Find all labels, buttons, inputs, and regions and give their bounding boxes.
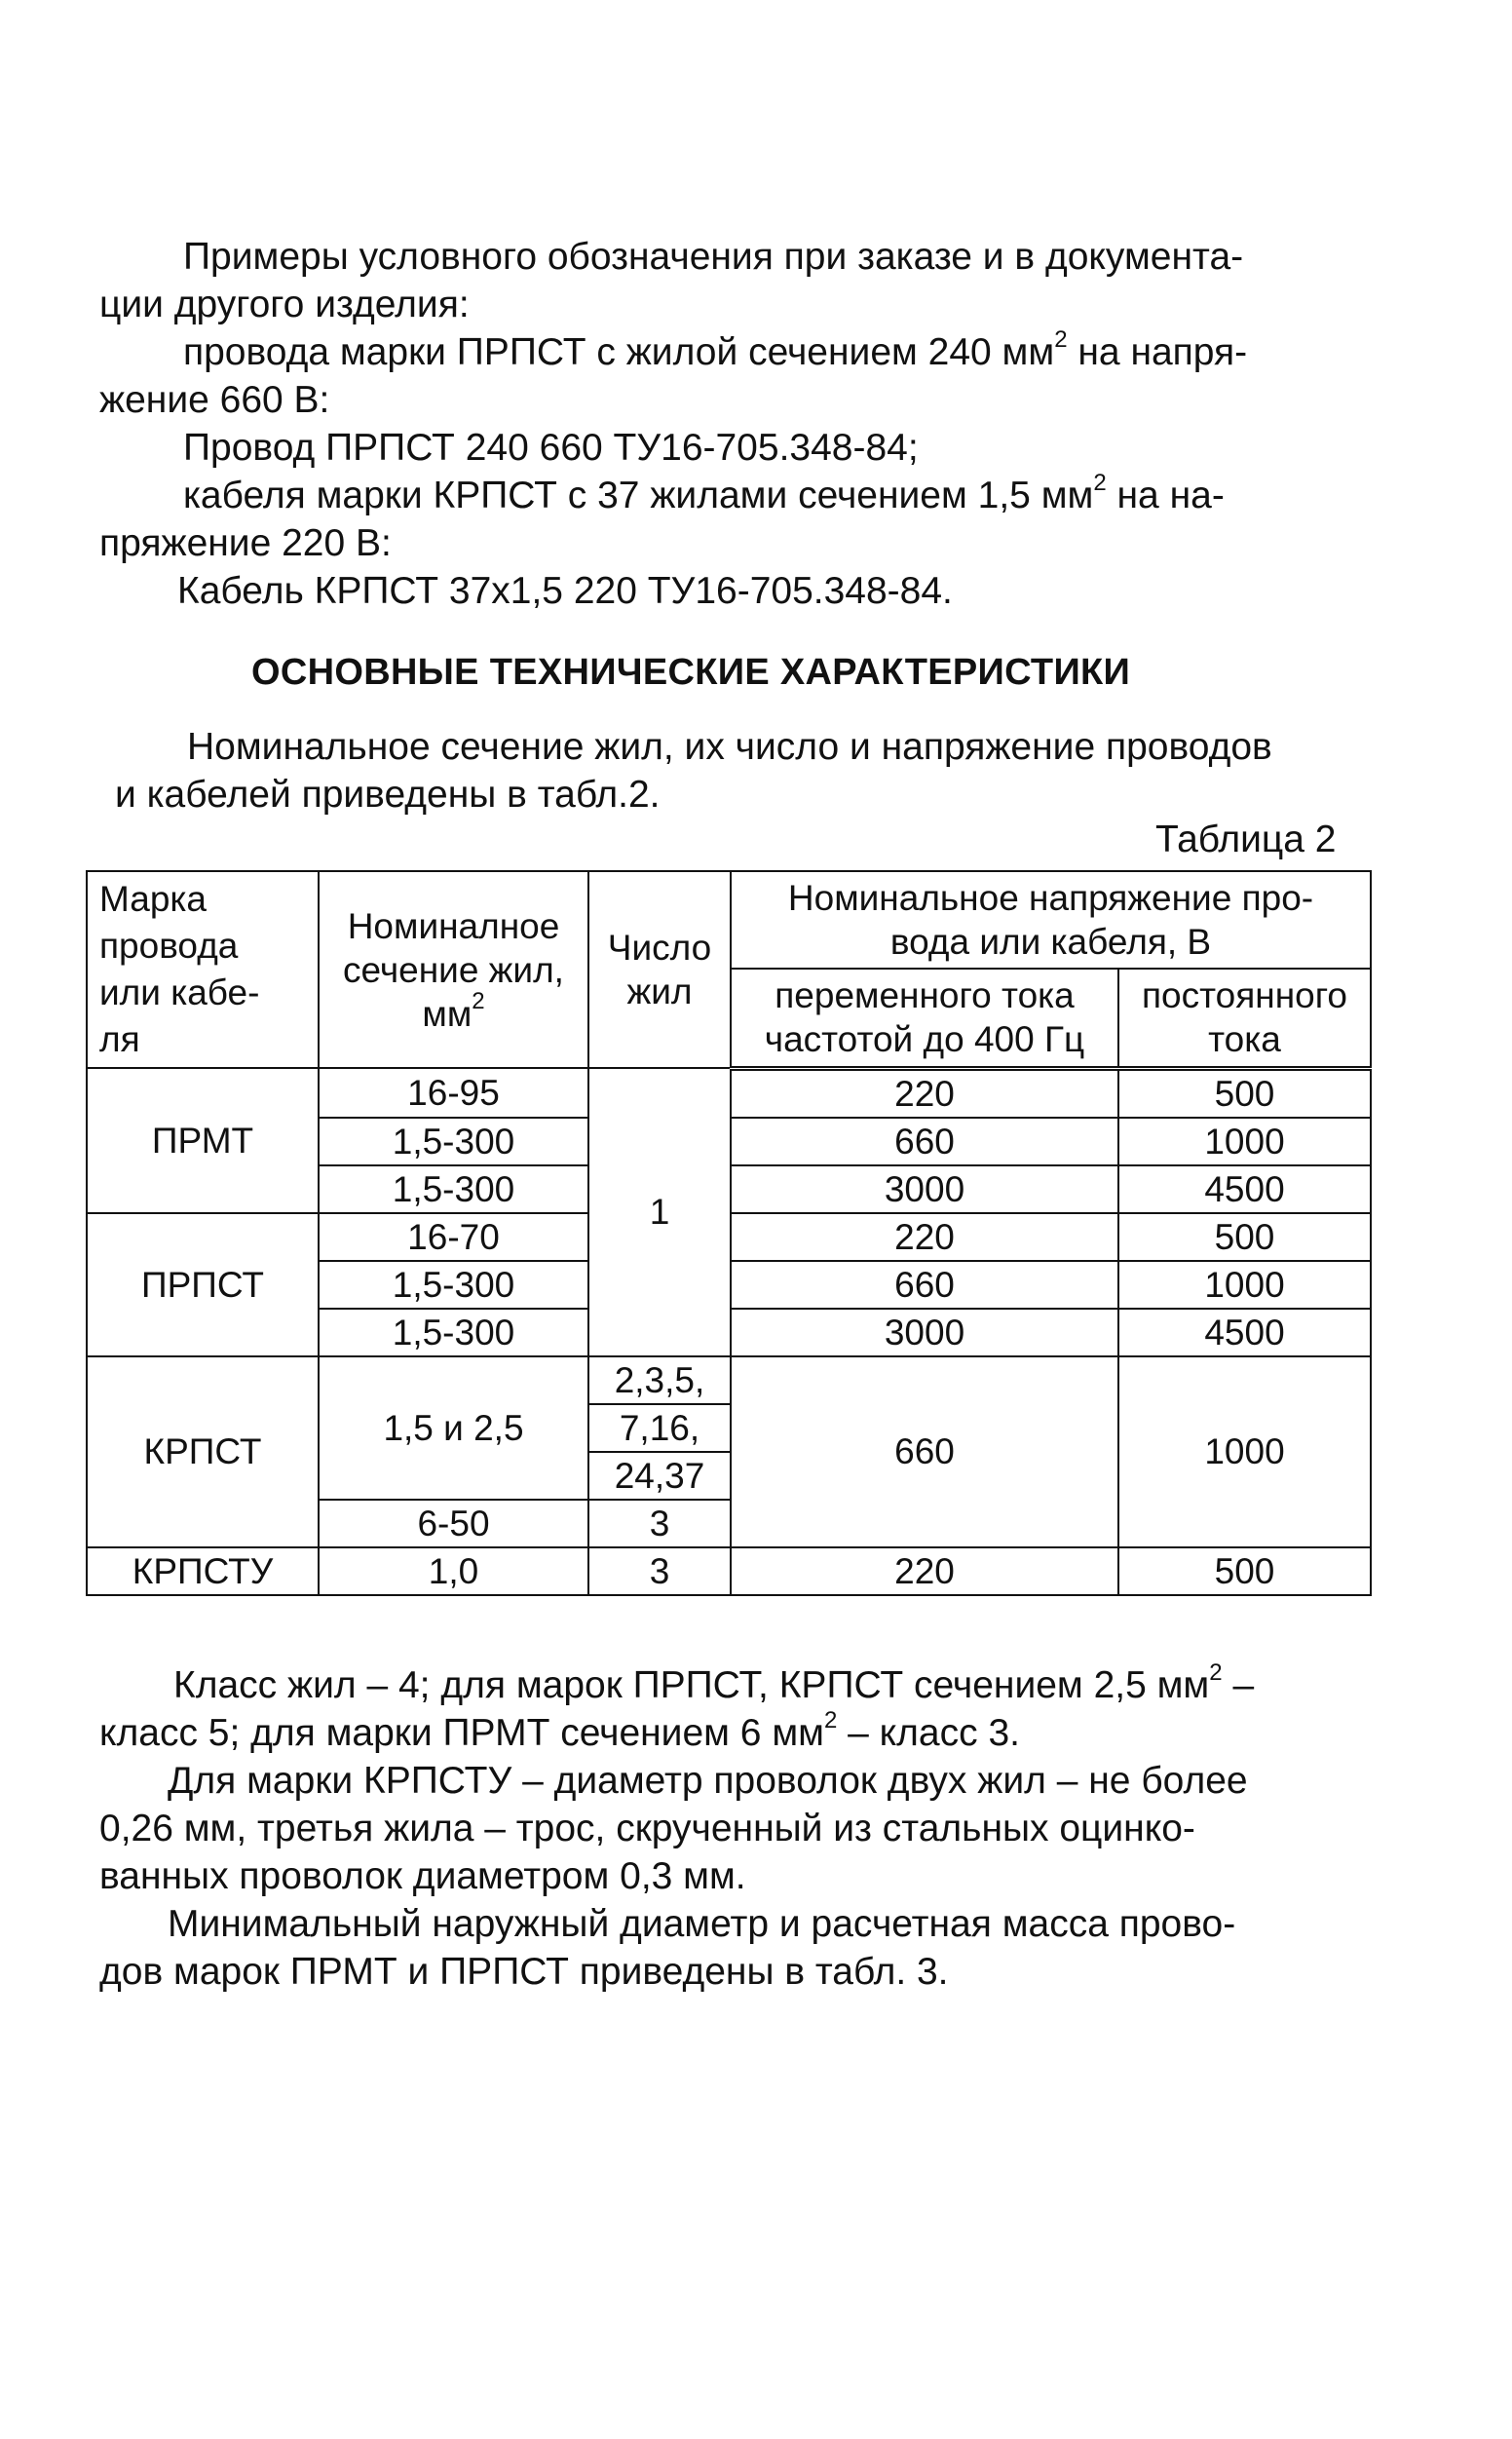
header-ac: переменного тока частотой до 400 Гц [731, 969, 1118, 1068]
note-class-line-1: Класс жил – 4; для марок ПРПСТ, КРПСТ сечением 2,5 $мм^2$ – [173, 1659, 1255, 1706]
section-cell: 6-50 [319, 1500, 588, 1547]
section-cell: 1,0 [319, 1547, 588, 1595]
note-krpstu-line-1: Для марки КРПСТУ – диаметр проволок двух жил – не более [168, 1760, 1248, 1802]
intro-line-5: Провод ПРПСТ 240 660 ТУ16-705.348-84; [183, 427, 919, 469]
notes [99, 1661, 1358, 1996]
header-dc: постоянного тока [1118, 969, 1371, 1068]
intro-line-3: провода марки ПРПСТ с жилой сечением 240 $мм^2$ на напря- [183, 326, 1248, 373]
table-row [87, 1068, 1371, 1118]
section-cell: 1,5-300 [319, 1309, 588, 1356]
mark-cell-krpstu: КРПСТУ [87, 1547, 319, 1595]
dc-cell: 500 [1118, 1068, 1371, 1118]
section-cell: 16-70 [319, 1213, 588, 1261]
table-row [87, 1356, 1371, 1404]
intro-examples [99, 233, 1358, 615]
intro-line-6: кабеля марки КРПСТ с 37 жилами сечением 1,5 $мм^2$ на на- [183, 470, 1225, 516]
ac-cell: 220 [731, 1213, 1118, 1261]
header-voltage: Номинальное напряжение про- вода или кабеля, В [731, 871, 1371, 969]
ac-cell: 660 [731, 1118, 1118, 1165]
lead-paragraph [115, 723, 1358, 819]
table-2 [86, 870, 1372, 1596]
dc-cell: 500 [1118, 1213, 1371, 1261]
intro-line-4: жение 660 В: [99, 379, 330, 421]
count-cell: 24,37 [588, 1452, 731, 1500]
note-table3-line-2: дов марок ПРМТ и ПРПСТ приведены в табл. 3. [99, 1951, 949, 1993]
ac-cell: 660 [731, 1356, 1118, 1547]
dc-cell: 4500 [1118, 1165, 1371, 1213]
count-cell-shared: 1 [588, 1068, 731, 1356]
note-krpstu-line-2: 0,26 мм, третья жила – трос, скрученный из стальных оцинко- [99, 1808, 1195, 1849]
header-count: Число жил [588, 871, 731, 1068]
header-mark: Марка провода или кабе- ля [87, 871, 319, 1068]
lead-line-2: и кабелей приведены в табл.2. [115, 774, 661, 816]
mark-cell-krpst: КРПСТ [87, 1356, 319, 1547]
dc-cell: 1000 [1118, 1356, 1371, 1547]
count-cell: 2,3,5, [588, 1356, 731, 1404]
dc-cell: 1000 [1118, 1261, 1371, 1309]
count-cell: 3 [588, 1500, 731, 1547]
section-cell: 1,5 и 2,5 [319, 1356, 588, 1500]
dc-cell: 1000 [1118, 1118, 1371, 1165]
section-heading: ОСНОВНЫЕ ТЕХНИЧЕСКИЕ ХАРАКТЕРИСТИКИ [251, 652, 1131, 693]
section-cell: 1,5-300 [319, 1261, 588, 1309]
count-cell: 3 [588, 1547, 731, 1595]
section-cell: 1,5-300 [319, 1165, 588, 1213]
count-cell: 7,16, [588, 1404, 731, 1452]
ac-cell: 660 [731, 1261, 1118, 1309]
mark-cell-prpst: ПРПСТ [87, 1213, 319, 1356]
header-section: Номиналное сечение жил, $мм^2$ [319, 871, 588, 1068]
ac-cell: 220 [731, 1068, 1118, 1118]
intro-line-8: Кабель КРПСТ 37х1,5 220 ТУ16-705.348-84. [177, 570, 953, 612]
dc-cell: 4500 [1118, 1309, 1371, 1356]
note-class-line-2: класс 5; для марки ПРМТ сечением 6 $мм^2$ – класс 3. [99, 1707, 1020, 1754]
section-cell: 1,5-300 [319, 1118, 588, 1165]
ac-cell: 3000 [731, 1309, 1118, 1356]
intro-line-1: Примеры условного обозначения при заказе и в документа- [183, 236, 1244, 278]
ac-cell: 220 [731, 1547, 1118, 1595]
table-caption: Таблица 2 [1155, 819, 1337, 860]
table-row [87, 1547, 1371, 1595]
section-cell: 16-95 [319, 1068, 588, 1118]
note-krpstu-line-3: ванных проволок диаметром 0,3 мм. [99, 1855, 746, 1897]
intro-line-2: ции другого изделия: [99, 284, 470, 325]
ac-cell: 3000 [731, 1165, 1118, 1213]
dc-cell: 500 [1118, 1547, 1371, 1595]
lead-line-1: Номинальное сечение жил, их число и напряжение проводов [187, 726, 1272, 768]
note-table3-line-1: Минимальный наружный диаметр и расчетная масса прово- [168, 1903, 1236, 1945]
intro-line-7: пряжение 220 В: [99, 522, 392, 564]
mark-cell-prmt: ПРМТ [87, 1068, 319, 1213]
